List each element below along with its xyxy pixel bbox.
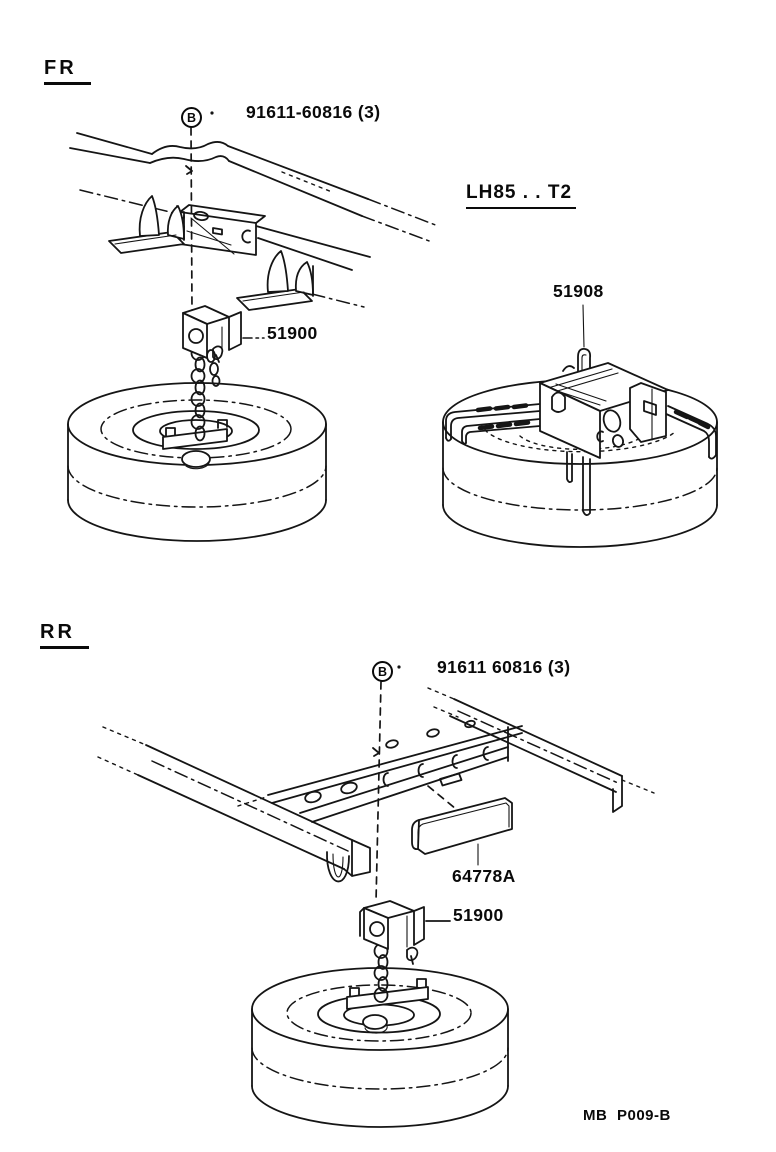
rr-bolt-part-number: 91611 60816 (3) — [437, 657, 571, 677]
variant-label: LH85 . . T2 — [466, 183, 576, 209]
fr-frame-drawing — [70, 133, 438, 310]
rr-winch-drawing — [347, 901, 450, 1033]
rr-winch-part-number: 51900 — [453, 905, 504, 925]
rr-section-label: RR — [40, 622, 89, 649]
rr-bolt-callout: B — [372, 661, 393, 682]
page-code: MB P009-B — [583, 1107, 671, 1124]
fr-winch-part-number: 51900 — [267, 323, 318, 343]
support-channel-drawing — [412, 798, 512, 865]
fr-bolt-part-number: 91611-60816 (3) — [246, 102, 381, 122]
carrier-part-number: 51908 — [553, 281, 604, 301]
rr-frame-drawing — [98, 688, 654, 881]
lh85-carrier-drawing — [446, 305, 716, 515]
rr-spare-tire-drawing — [252, 968, 508, 1127]
fr-section-label: FR — [44, 58, 91, 85]
protector-part-number: 64778A — [452, 866, 516, 886]
fr-winch-drawing — [163, 306, 241, 469]
fr-bolt-callout: B — [181, 107, 202, 128]
